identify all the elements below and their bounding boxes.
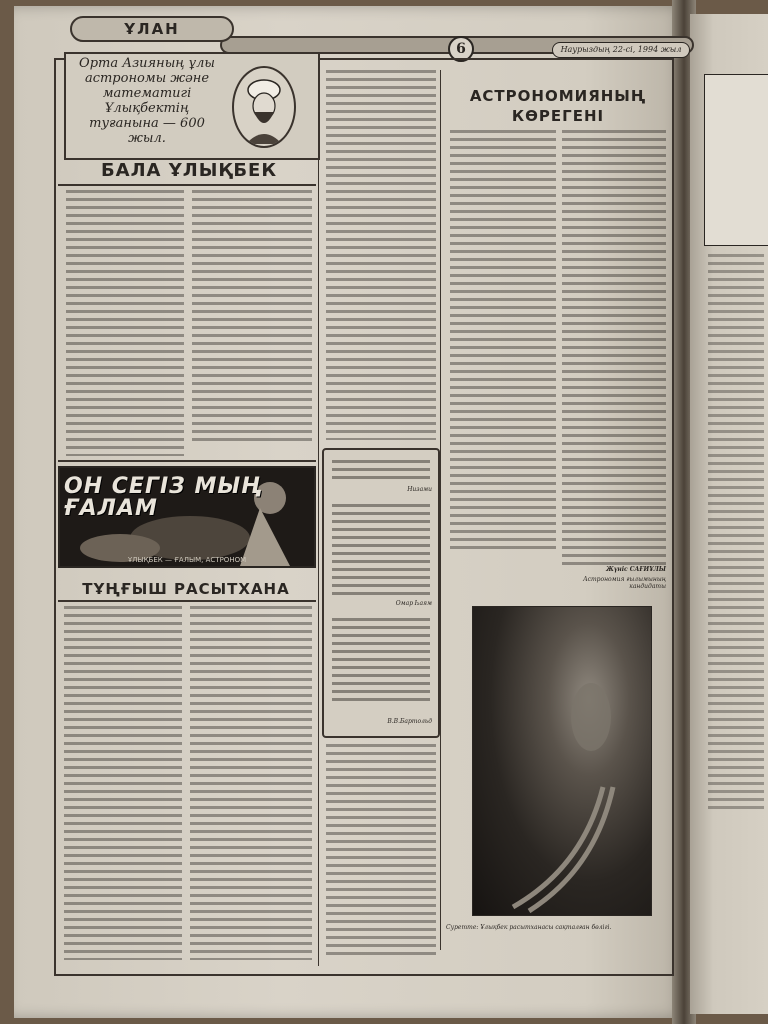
quote-attribution-1: Низами xyxy=(407,486,432,493)
quote-line xyxy=(332,618,430,621)
newspaper-title: ҰЛАН xyxy=(70,16,234,42)
quote-line xyxy=(332,592,430,595)
quote-line xyxy=(332,512,430,515)
quote-line xyxy=(332,460,430,463)
quote-line xyxy=(332,552,430,555)
quote-line xyxy=(332,560,430,563)
article-body-koregeni-col1 xyxy=(450,130,556,554)
photo-caption: Суретте: Ұлықбек расытханасы сақталған бөлігі. xyxy=(446,924,612,931)
quote-line xyxy=(332,658,430,661)
quote-line xyxy=(332,568,430,571)
quote-line xyxy=(332,584,430,587)
anniversary-box xyxy=(64,52,320,160)
quote-line xyxy=(332,650,430,653)
article-body-bala-col1 xyxy=(66,190,184,456)
title-rule xyxy=(58,184,316,186)
page-number: 6 xyxy=(448,36,474,62)
quote-line xyxy=(332,576,430,579)
article-body-mid-col2 xyxy=(326,744,436,956)
observatory-photo xyxy=(472,606,652,916)
quote-box xyxy=(322,448,440,738)
quote-line xyxy=(332,528,430,531)
article-title-bala: БАЛА ҰЛЫҚБЕК xyxy=(100,160,278,181)
issue-date: Наурыздың 22-сі, 1994 жыл xyxy=(552,42,690,58)
section-rule xyxy=(58,460,316,462)
column-divider xyxy=(318,62,319,966)
quote-line xyxy=(332,634,430,637)
quote-line xyxy=(332,642,430,645)
article-title-koregeni: АСТРОНОМИЯНЫҢ КӨРЕГЕНІ xyxy=(469,87,647,125)
quote-line xyxy=(332,690,430,693)
banner-subtitle: ҰЛЫҚБЕК — ҒАЛЫМ, АСТРОНОМ xyxy=(127,556,247,564)
quote-attribution-3: В.В.Бартольд xyxy=(387,718,432,725)
quote-line xyxy=(332,468,430,471)
anniversary-text: Орта Азияның ұлы астрономы және математигі Ұлықбектің туғанына — 600 жыл. xyxy=(79,56,215,146)
next-page-headline-box xyxy=(704,74,768,246)
article-body-tungysh-col2 xyxy=(190,606,312,960)
next-page-text xyxy=(708,254,764,814)
quote-line xyxy=(332,544,430,547)
quote-line xyxy=(332,682,430,685)
article-title-tungysh: ТҰҢҒЫШ РАСЫТХАНА xyxy=(82,580,290,598)
quote-line xyxy=(332,520,430,523)
quote-line xyxy=(332,476,430,479)
quote-line xyxy=(332,504,430,507)
byline-author: Жүніс САҒИҰЛЫ xyxy=(606,566,666,573)
byline-role: Астрономия ғылымының кандидаты xyxy=(583,576,666,590)
next-page-edge xyxy=(690,14,768,1014)
banner-title: ОН СЕГІЗ МЫҢ ҒАЛАМ xyxy=(64,474,261,521)
column-divider xyxy=(440,70,441,950)
title-rule xyxy=(58,600,316,602)
quote-line xyxy=(332,674,430,677)
article-body-tungysh-col1 xyxy=(64,606,182,960)
article-body-mid-col1 xyxy=(326,70,436,440)
quote-line xyxy=(332,626,430,629)
quote-attribution-2: Омар Һаям xyxy=(395,600,432,607)
ulugh-beg-portrait xyxy=(232,66,296,148)
article-body-bala-col2 xyxy=(192,190,312,446)
article-body-koregeni-col2 xyxy=(562,130,666,566)
banner-illustration xyxy=(58,466,316,568)
quote-line xyxy=(332,536,430,539)
quote-line xyxy=(332,698,430,701)
quote-line xyxy=(332,666,430,669)
